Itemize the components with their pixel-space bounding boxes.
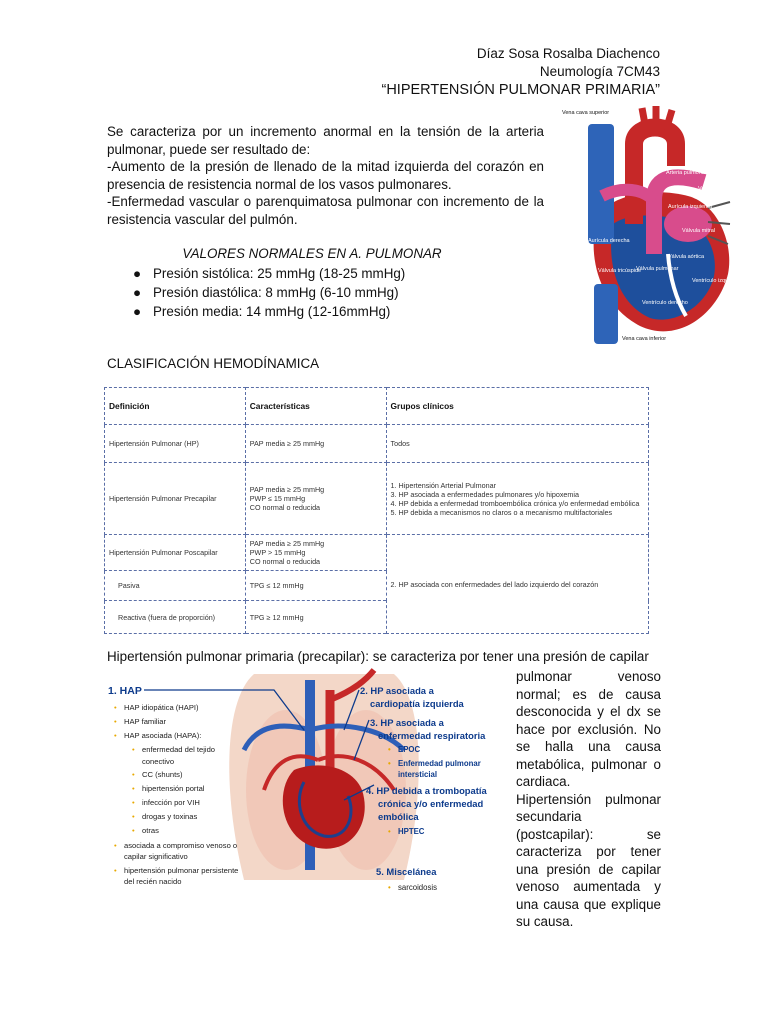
table-row <box>105 463 649 535</box>
cell-line: 1. Hipertensión Arterial Pulmonar <box>390 480 497 490</box>
bullet-icon: • <box>388 827 391 836</box>
label-ventriculo-izquierdo: Ventrículo izquierdo <box>692 278 741 284</box>
bullet-icon: • <box>114 731 117 740</box>
list-item-text: Presión media: 14 mmHg (12-16mmHg) <box>153 304 391 319</box>
heart-anatomy-figure <box>558 104 741 348</box>
hap-subitem: enfermedad del tejido <box>142 745 216 754</box>
bullet-icon: • <box>114 717 117 726</box>
table-cell: Hipertensión Pulmonar Poscapilar <box>105 535 246 571</box>
bullet-icon: • <box>388 745 391 754</box>
normal-values-title: VALORES NORMALES EN A. PULMONAR <box>182 246 442 261</box>
list-item <box>133 283 405 302</box>
table-cell <box>245 535 386 571</box>
group-3-item: intersticial <box>398 770 437 779</box>
hap-extra: del recién nacido <box>124 877 182 886</box>
cell-line: CO normal o reducida <box>249 557 321 566</box>
hap-subitem: conectivo <box>142 757 175 766</box>
hap-group <box>108 685 238 886</box>
column-header: Definición <box>105 388 246 425</box>
bullet-icon: • <box>132 745 135 754</box>
intro-line: -Aumento de la presión de llenado de la mitad izquierda del corazón en presencia de resistencia normal de los vasos pulmonares. <box>107 159 544 192</box>
cell-line: 4. HP debida a enfermedad tromboembólica crónica y/o enfermedad embólica <box>390 498 640 508</box>
cell-line: 5. HP debida a mecanismos no claros o a mecanismo multifactoriales <box>390 507 613 517</box>
classification-table <box>104 387 649 634</box>
hap-extra: capilar significativo <box>124 852 188 861</box>
group-2-title: 2. HP asociada a <box>360 685 434 696</box>
hap-extra: hipertensión pulmonar persistente <box>124 866 239 875</box>
cell-line: PWP ≤ 15 mmHg <box>249 494 306 503</box>
table-cell: 2. HP asociada con enfermedades del lado izquierdo del corazón <box>386 535 648 634</box>
intro-line: -Enfermedad vascular o parenquimatosa pulmonar con incremento de la resistencia vascular del pulmón. <box>107 194 544 227</box>
bullet-icon: • <box>132 798 135 807</box>
table-cell: TPG ≥ 12 mmHg <box>245 601 386 634</box>
group-4-title: crónica y/o enfermedad <box>378 798 484 809</box>
label-valvula-tricuspide: Válvula tricúspide <box>598 268 642 274</box>
bullet-icon: ● <box>133 266 142 281</box>
group-3-item: Enfermedad pulmonar <box>398 759 481 768</box>
label-auricula-izquierda: Aurícula izquierda <box>668 204 713 210</box>
list-item-text: Presión diastólica: 8 mmHg (6-10 mmHg) <box>153 285 399 300</box>
table-row <box>105 425 649 463</box>
table-cell: Todos <box>386 425 648 463</box>
document-title: “HIPERTENSIÓN PULMONAR PRIMARIA” <box>381 82 660 98</box>
label-auricula-derecha: Aurícula derecha <box>588 238 630 244</box>
cell-line: 3. HP asociada a enfermedades pulmonares y/o hipoxemia <box>390 489 579 499</box>
group-4-title: 4. HP debida a trombopatía <box>366 785 487 796</box>
bullet-icon: • <box>132 770 135 779</box>
table-cell: Hipertensión Pulmonar (HP) <box>105 425 246 463</box>
cell-line: PAP media ≥ 25 mmHg <box>249 539 325 548</box>
bullet-icon: • <box>132 812 135 821</box>
group-5-title: 5. Miscelánea <box>376 866 437 877</box>
course-name: Neumología 7CM43 <box>539 64 660 79</box>
group-3-title: 3. HP asociada a <box>370 717 444 728</box>
group-2-title: cardiopatía izquierda <box>370 698 464 709</box>
table-cell: PAP media ≥ 25 mmHg <box>245 425 386 463</box>
list-item <box>133 264 405 283</box>
hap-subitem: hipertensión portal <box>142 784 205 793</box>
hap-subitem: CC (shunts) <box>142 770 183 779</box>
author-name: Díaz Sosa Rosalba Diachenco <box>476 46 660 61</box>
table-header-row <box>105 388 649 425</box>
clinical-classification-diagram <box>104 670 504 896</box>
label-vena-pulmonar: Vena pulmonar <box>698 186 735 192</box>
table-cell: Reactiva (fuera de proporción) <box>105 601 246 634</box>
hap-item: HAP idiopática (HAPI) <box>124 703 199 712</box>
table-cell: TPG ≤ 12 mmHg <box>245 571 386 601</box>
list-item-text: Presión sistólica: 25 mmHg (18-25 mmHg) <box>153 266 406 281</box>
label-ventriculo-derecho: Ventrículo derecho <box>642 300 688 306</box>
table-cell <box>245 463 386 535</box>
table-row <box>105 535 649 571</box>
group-3-title: enfermedad respiratoria <box>378 730 486 741</box>
classification-title: CLASIFICACIÓN HEMODÍNAMICA <box>107 356 320 371</box>
label-vena-cava-inferior: Vena cava inferior <box>622 336 667 342</box>
label-aorta: Aorta <box>650 152 664 158</box>
bullet-icon: • <box>132 826 135 835</box>
bullet-icon: ● <box>133 285 142 300</box>
label-arteria-pulmonar: Arteria pulmonar <box>666 170 707 176</box>
hap-item: HAP familiar <box>124 717 167 726</box>
group-4-title: embólica <box>378 811 419 822</box>
bullet-icon: • <box>114 841 117 850</box>
table-cell: Pasiva <box>105 571 246 601</box>
hap-item: HAP asociada (HAPA): <box>124 731 202 740</box>
primary-hypertension-text: Hipertensión pulmonar primaria (precapilar): se caracteriza por tener una presión de capilar <box>107 649 649 664</box>
column-header: Características <box>245 388 386 425</box>
group-4-item: HPTEC <box>398 827 425 836</box>
group-5-item: sarcoidosis <box>398 883 437 892</box>
normal-values-list <box>133 264 405 321</box>
list-item <box>133 302 405 321</box>
bullet-icon: ● <box>133 304 142 319</box>
bullet-icon: • <box>388 759 391 768</box>
cell-line: PWP > 15 mmHg <box>249 548 306 557</box>
label-valvula-mitral: Válvula mitral <box>682 228 716 234</box>
cell-line: CO normal o reducida <box>249 503 321 512</box>
cell-line: PAP media ≥ 25 mmHg <box>249 485 325 494</box>
bullet-icon: • <box>114 866 117 875</box>
intro-text <box>107 123 544 228</box>
hap-subitem: drogas y toxinas <box>142 812 198 821</box>
hap-subitem: otras <box>142 826 159 835</box>
table-cell: Hipertensión Pulmonar Precapilar <box>105 463 246 535</box>
label-valvula-aortica: Válvula aórtica <box>668 254 705 260</box>
label-vena-cava-superior: Vena cava superior <box>562 110 610 116</box>
hap-extra: asociada a compromiso venoso o <box>124 841 238 850</box>
side-paragraph: pulmonar venoso normal; es de causa desconocida y el dx se hace por exclusión. No se halla una causa metabólica, pulmonar o cardiaca. <box>516 669 661 789</box>
hap-subitem: infección por VIH <box>142 798 200 807</box>
bullet-icon: • <box>132 784 135 793</box>
column-header: Grupos clínicos <box>386 388 648 425</box>
side-column-text <box>516 668 661 931</box>
label-valvula-pulmonar: Válvula pulmonar <box>636 266 679 272</box>
side-paragraph: Hipertensión pulmonar secundaria (postcapilar): se caracteriza por tener una presión de capilar venoso aumentada y una causa que explique su causa. <box>516 791 661 929</box>
table-cell <box>386 463 648 535</box>
bullet-icon: • <box>114 703 117 712</box>
intro-line: Se caracteriza por un incremento anormal en la tensión de la arteria pulmonar, puede ser resultado de: <box>107 124 544 157</box>
hap-title: 1. HAP <box>108 685 142 697</box>
group-3-item: EPOC <box>398 745 421 754</box>
bullet-icon: • <box>388 883 391 892</box>
